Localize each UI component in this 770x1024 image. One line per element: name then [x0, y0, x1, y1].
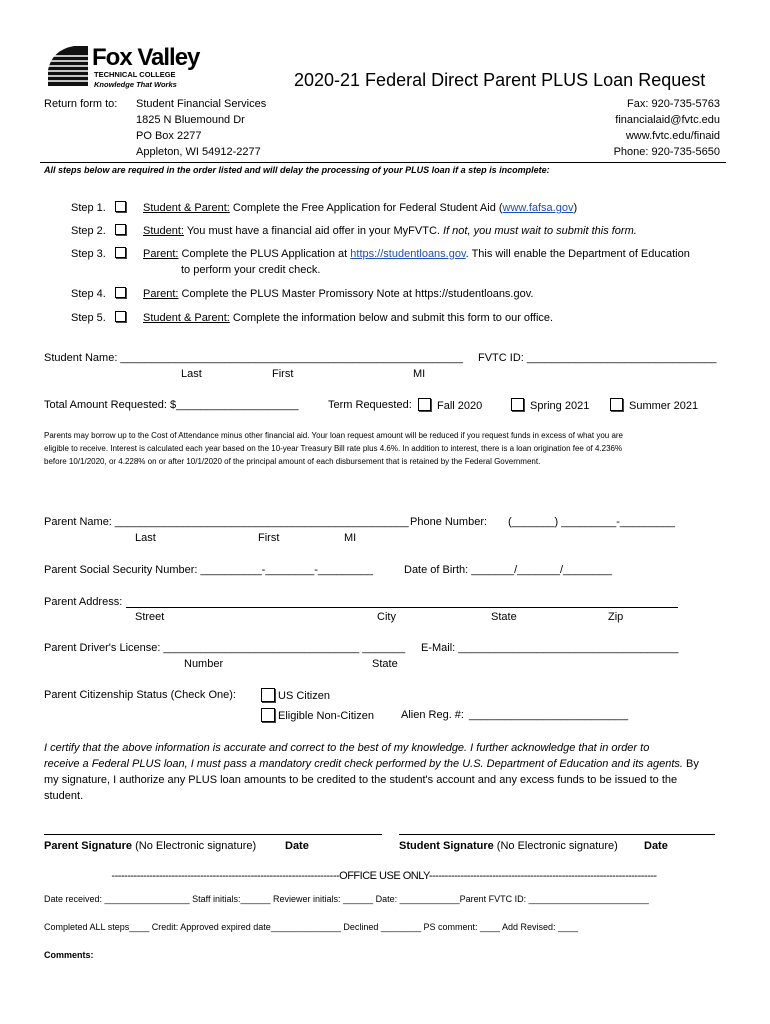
step-4 — [71, 287, 533, 300]
fvtc-id-field[interactable]: FVTC ID: _______________________________ — [478, 352, 717, 364]
return-line: 1825 N Bluemound Dr — [136, 114, 245, 126]
step-3 — [71, 247, 690, 260]
dob-field[interactable]: Date of Birth: _______/_______/________ — [404, 564, 612, 576]
office-row-2: Completed ALL steps____ Credit: Approved expired date______________ Declined ________ PS comment: ____ Add Revised: ____ — [44, 922, 579, 932]
student-signature-caption — [399, 840, 618, 852]
office-row-1: Date received: _________________ Staff initials:______ Reviewer initials: ______ Date: ____________Parent FVTC ID: ________________________ — [44, 894, 649, 904]
term-spring-label: Spring 2021 — [530, 400, 590, 412]
certify-line: I certify that the above information is accurate and correct to the best of my knowledge. I further acknowledge that in order to — [44, 742, 650, 754]
step-text: Complete the information below and submit this form to our office. — [229, 312, 554, 324]
drivers-license-field[interactable]: Parent Driver's License: ________________________________ _______ — [44, 642, 406, 654]
term-checkbox[interactable] — [511, 398, 524, 411]
student-sig-note: (No Electronic signature) — [493, 840, 618, 852]
dl-sub-number: Number — [184, 658, 224, 670]
step-who: Student & Parent: — [142, 202, 230, 214]
step-text: You must have a financial aid offer in your MyFVTC. — [183, 225, 444, 237]
parent-signature-line[interactable] — [44, 834, 382, 835]
contact-fax: Fax: 920-735-5763 — [627, 98, 720, 110]
step-checkbox[interactable] — [115, 201, 126, 212]
ssn-field[interactable]: Parent Social Security Number: __________-________-_________ — [44, 564, 374, 576]
logo-name: Fox Valley — [92, 44, 200, 71]
disclaimer-line: before 10/1/2020, or 4.228% on or after 10/1/2020 of the principal amount of each disbursement that is retained by the Federal Government. — [44, 457, 541, 466]
citizen-option-non[interactable] — [261, 708, 374, 722]
return-line: Appleton, WI 54912-2277 — [136, 146, 261, 158]
step-text: Complete the Free Application for Federal Student Aid ( — [229, 202, 503, 214]
fafsa-link[interactable]: www.fafsa.gov — [502, 202, 574, 214]
certify-line — [44, 758, 699, 770]
alien-reg-field[interactable]: __________________________ — [469, 709, 629, 721]
logo — [44, 44, 204, 94]
student-sig-bold: Student Signature — [399, 840, 494, 852]
certify-line: student. — [44, 790, 84, 802]
office-use-text: ------------------------------------------------------------------------OFFICE USE ONLY------------------------------------------------------------------------ — [111, 870, 657, 882]
divider-line — [40, 162, 726, 163]
parent-sub-mi: MI — [344, 532, 357, 544]
contact-email: financialaid@fvtc.edu — [615, 114, 720, 126]
step-text-end: . This will enable the Department of Education — [465, 248, 690, 260]
student-signature-line[interactable] — [399, 834, 715, 835]
phone-label: Phone Number: — [410, 516, 488, 528]
student-sub-first: First — [272, 368, 294, 380]
addr-sub-state: State — [491, 611, 517, 623]
step-who: Parent: — [142, 248, 179, 260]
student-sig-date: Date — [644, 840, 668, 852]
step-text: Complete the PLUS Master Promissory Note at https://studentloans.gov. — [178, 288, 534, 300]
student-name-field[interactable]: Student Name: ________________________________________________________ — [44, 352, 464, 364]
student-sub-mi: MI — [413, 368, 426, 380]
certify-normal: By — [682, 758, 699, 770]
addr-sub-street: Street — [135, 611, 165, 623]
office-use-header — [44, 870, 724, 882]
amount-field[interactable]: Total Amount Requested: $____________________ — [44, 399, 299, 411]
page-title: 2020-21 Federal Direct Parent PLUS Loan Request — [294, 70, 706, 90]
phone-field[interactable]: (_______) _________-_________ — [508, 516, 675, 528]
step-label: Step 3. — [71, 248, 106, 260]
parent-sub-first: First — [258, 532, 280, 544]
citizen-non-label: Eligible Non-Citizen — [278, 710, 374, 722]
steps-heading: All steps below are required in the order listed and will delay the processing of your PLUS loan if a step is incomplete: — [44, 165, 550, 175]
step-3-line2: to perform your credit check. — [181, 264, 321, 276]
address-label: Parent Address: — [44, 596, 123, 608]
step-label: Step 2. — [71, 225, 106, 237]
term-label: Term Requested: — [328, 399, 412, 411]
step-italic: If not, you must wait to submit this form. — [443, 225, 637, 237]
step-1 — [71, 201, 577, 214]
term-spring[interactable] — [511, 398, 589, 412]
step-checkbox[interactable] — [115, 224, 126, 235]
term-summer[interactable] — [610, 398, 698, 412]
step-checkbox[interactable] — [115, 247, 126, 258]
parent-sig-note: (No Electronic signature) — [132, 840, 257, 852]
disclaimer-line: eligible to receive. Interest is calculated each year based on the 10-year Treasury Bill rate plus 4.6%. In addition to interest, there is a loan origination fee of 4.236% — [44, 444, 623, 453]
addr-sub-city: City — [377, 611, 396, 623]
step-label: Step 4. — [71, 288, 106, 300]
step-who: Student & Parent: — [142, 312, 230, 324]
term-checkbox[interactable] — [610, 398, 623, 411]
parent-sub-last: Last — [135, 532, 156, 544]
comments-label: Comments: — [44, 950, 94, 960]
parent-sig-bold: Parent Signature — [44, 840, 133, 852]
return-line: Student Financial Services — [136, 98, 267, 110]
address-field[interactable] — [126, 607, 678, 608]
step-text: Complete the PLUS Application at — [178, 248, 351, 260]
return-label: Return form to: — [44, 98, 118, 110]
fox-valley-logo-icon — [44, 44, 92, 88]
citizenship-label: Parent Citizenship Status (Check One): — [44, 689, 236, 701]
term-checkbox[interactable] — [418, 398, 431, 411]
contact-web: www.fvtc.edu/finaid — [625, 130, 720, 142]
step-who: Student: — [142, 225, 184, 237]
certify-italic: receive a Federal PLUS loan, I must pass a mandatory credit check performed by the U.S. Department of Education and its agents. — [44, 758, 683, 770]
email-field[interactable]: E-Mail: ____________________________________ — [421, 642, 679, 654]
term-summer-label: Summer 2021 — [629, 400, 699, 412]
citizen-us-label: US Citizen — [278, 690, 330, 702]
citizen-checkbox[interactable] — [261, 688, 275, 702]
step-label: Step 5. — [71, 312, 106, 324]
alien-reg-label: Alien Reg. #: — [401, 709, 464, 721]
citizen-option-us[interactable] — [261, 688, 330, 702]
disclaimer-line: Parents may borrow up to the Cost of Attendance minus other financial aid. Your loan request amount will be reduced if you request funds in excess of what you are — [44, 431, 624, 440]
step-who: Parent: — [142, 288, 179, 300]
dl-sub-state: State — [372, 658, 398, 670]
parent-sig-date: Date — [285, 840, 309, 852]
addr-sub-zip: Zip — [608, 611, 624, 623]
citizen-checkbox[interactable] — [261, 708, 275, 722]
parent-signature-caption — [44, 840, 256, 852]
step-checkbox[interactable] — [115, 311, 126, 322]
step-5 — [71, 311, 553, 324]
step-label: Step 1. — [71, 202, 106, 214]
parent-name-field[interactable]: Parent Name: ________________________________________________ — [44, 516, 409, 528]
contact-phone: Phone: 920-735-5650 — [613, 146, 720, 158]
term-fall[interactable] — [418, 398, 482, 412]
logo-tagline: Knowledge That Works — [94, 80, 177, 89]
term-fall-label: Fall 2020 — [437, 400, 483, 412]
return-line: PO Box 2277 — [136, 130, 202, 142]
student-sub-last: Last — [181, 368, 202, 380]
step-checkbox[interactable] — [115, 287, 126, 298]
studentloans-link[interactable]: https://studentloans.gov — [350, 248, 466, 260]
logo-sub: TECHNICAL COLLEGE — [94, 70, 176, 79]
step-text-end: ) — [573, 202, 578, 214]
certify-line: my signature, I authorize any PLUS loan amounts to be credited to the student's account and any excess funds to be issued to the — [44, 774, 678, 786]
step-2 — [71, 224, 637, 237]
